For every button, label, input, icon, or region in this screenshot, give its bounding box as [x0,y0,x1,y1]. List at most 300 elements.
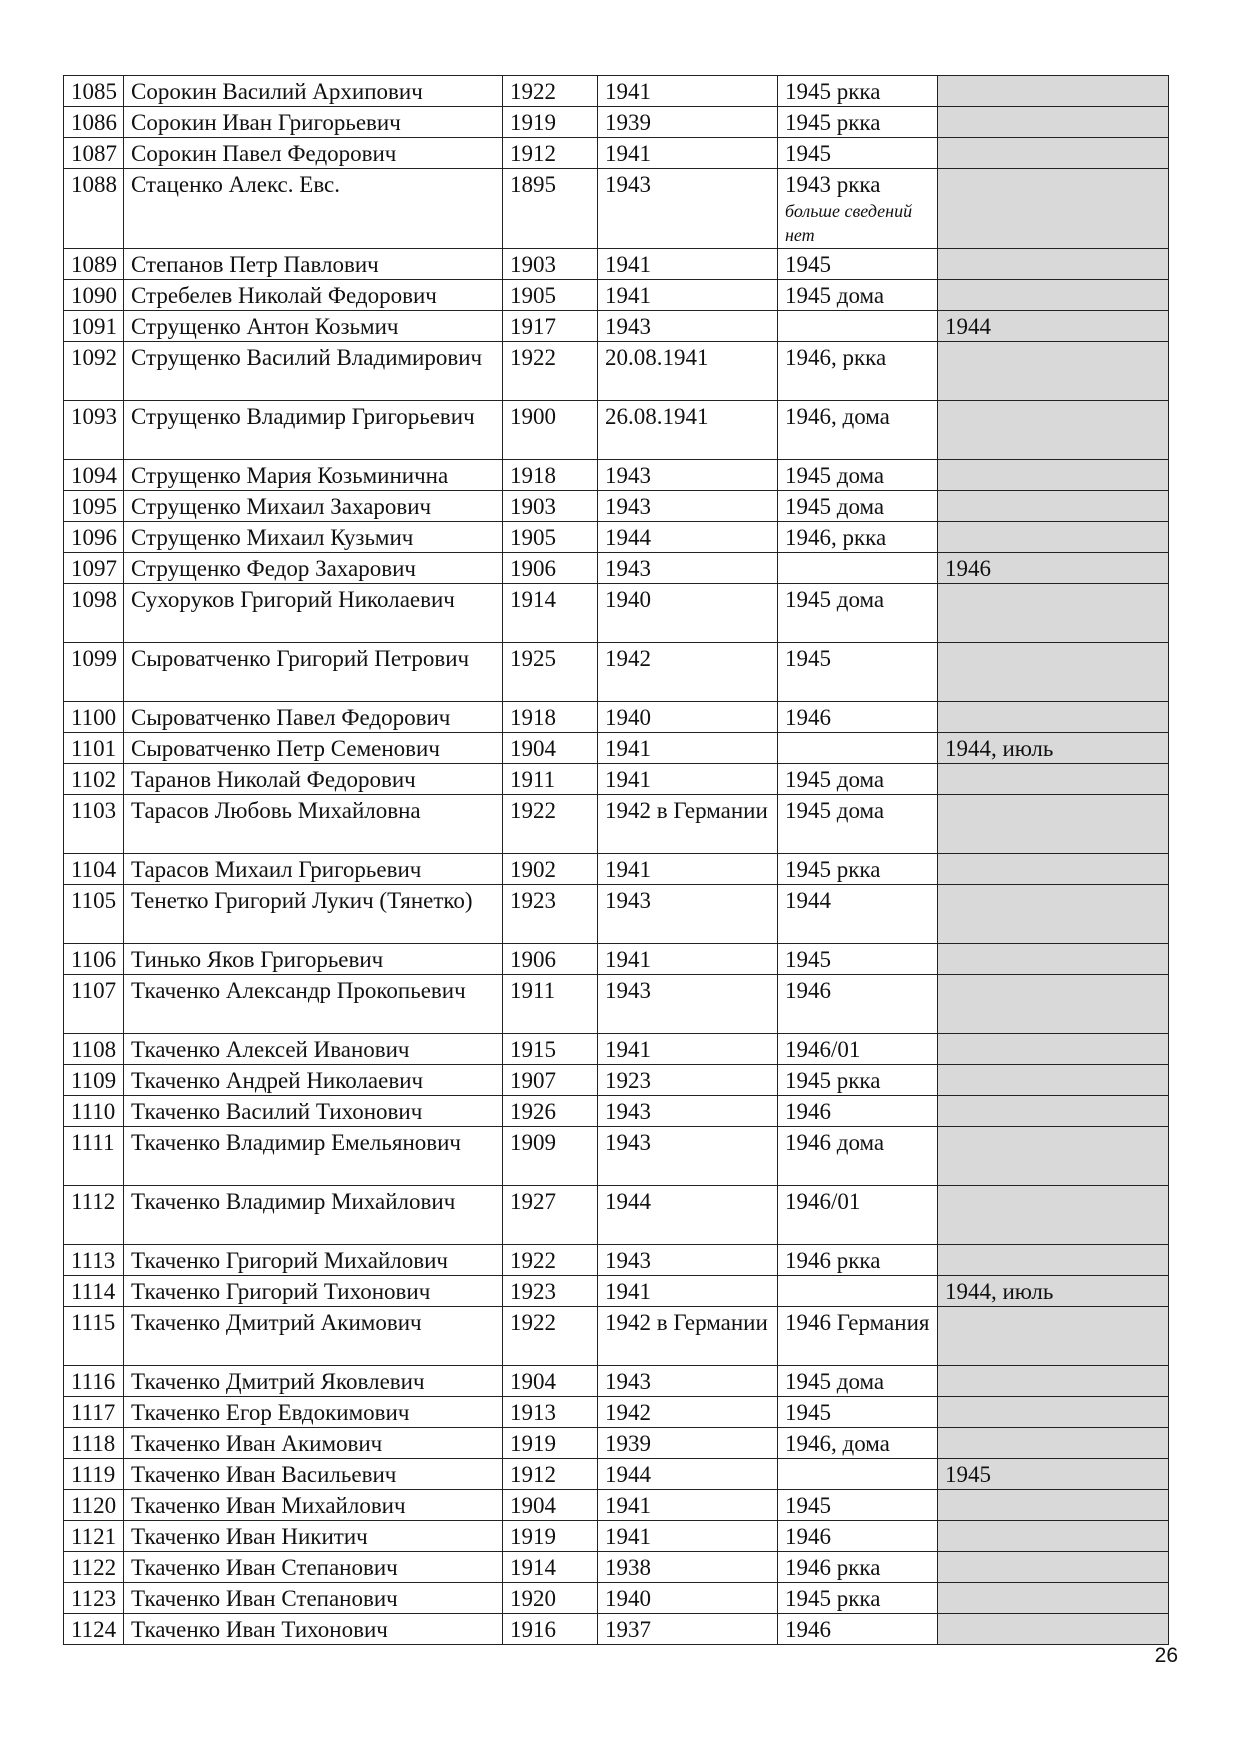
full-name-text: Ткаченко Дмитрий Яковлевич [131,1369,425,1394]
draft-year-cell [598,76,778,107]
return-cell [778,1552,938,1583]
birth-year-cell [503,643,598,702]
death-date-cell [938,1366,1169,1397]
full-name-cell [124,1552,503,1583]
draft-year-text: 1938 [605,1555,651,1580]
draft-year-cell [598,460,778,491]
birth-year-cell [503,522,598,553]
record-number-cell [64,1583,124,1614]
death-date-cell [938,522,1169,553]
record-number-cell [64,733,124,764]
full-name-cell [124,764,503,795]
record-number-text: 1110 [71,1099,116,1124]
death-date-cell [938,643,1169,702]
record-number-text: 1096 [71,525,117,550]
birth-year-text: 1902 [510,857,556,882]
draft-year-text: 1943 [605,978,651,1003]
full-name-cell [124,1614,503,1645]
return-cell [778,553,938,584]
record-number-cell [64,1034,124,1065]
birth-year-cell [503,975,598,1034]
record-number-text: 1093 [71,404,117,429]
birth-year-text: 1919 [510,1524,556,1549]
full-name-text: Стаценко Алекс. Евс. [131,172,340,197]
birth-year-text: 1925 [510,646,556,671]
record-number-cell [64,1245,124,1276]
full-name-cell [124,1034,503,1065]
return-text: 1946/01 [785,1037,861,1062]
return-cell [778,1276,938,1307]
return-cell [778,1521,938,1552]
table-row [64,643,1169,702]
draft-year-text: 1944 [605,525,651,550]
birth-year-cell [503,1276,598,1307]
record-number-text: 1107 [71,978,117,1003]
death-date-cell [938,975,1169,1034]
full-name-text: Сыроватченко Григорий Петрович [131,646,470,671]
draft-year-cell [598,795,778,854]
death-date-cell [938,1490,1169,1521]
return-cell [778,733,938,764]
record-number-cell [64,1552,124,1583]
birth-year-text: 1922 [510,79,556,104]
record-number-cell [64,1366,124,1397]
birth-year-text: 1922 [510,798,556,823]
table-row [64,280,1169,311]
full-name-text: Струщенко Федор Захарович [131,556,416,581]
return-cell [778,401,938,460]
draft-year-text: 1943 [605,1248,651,1273]
return-text: 1946 [785,978,831,1003]
draft-year-cell [598,280,778,311]
draft-year-cell [598,975,778,1034]
full-name-text: Ткаченко Григорий Михайлович [131,1248,449,1273]
table-row [64,1521,1169,1552]
draft-year-text: 1941 [605,1279,651,1304]
death-date-cell [938,1428,1169,1459]
draft-year-cell [598,1307,778,1366]
full-name-cell [124,76,503,107]
record-number-cell [64,1428,124,1459]
draft-year-text: 1943 [605,172,651,197]
birth-year-cell [503,733,598,764]
birth-year-cell [503,795,598,854]
draft-year-cell [598,491,778,522]
birth-year-text: 1927 [510,1189,556,1214]
return-cell [778,1096,938,1127]
table-row [64,311,1169,342]
return-text: 1945 [785,646,831,671]
birth-year-text: 1905 [510,283,556,308]
full-name-text: Тарасов Михаил Григорьевич [131,857,422,882]
full-name-text: Ткаченко Иван Тихонович [131,1617,388,1642]
birth-year-text: 1917 [510,314,556,339]
draft-year-text: 1941 [605,79,651,104]
table-row [64,491,1169,522]
return-cell [778,342,938,401]
draft-year-text: 1942 в Германии [605,1310,768,1335]
record-number-text: 1112 [71,1189,116,1214]
draft-year-cell [598,1459,778,1490]
table-row [64,1276,1169,1307]
record-number-text: 1111 [71,1130,115,1155]
full-name-cell [124,107,503,138]
record-number-cell [64,702,124,733]
return-text: 1945 дома [785,798,885,823]
birth-year-text: 1904 [510,1493,556,1518]
birth-year-text: 1922 [510,345,556,370]
death-date-cell [938,280,1169,311]
draft-year-cell [598,1428,778,1459]
birth-year-text: 1907 [510,1068,556,1093]
table-row [64,1459,1169,1490]
draft-year-text: 1940 [605,587,651,612]
record-number-text: 1101 [71,736,117,761]
record-number-text: 1113 [71,1248,116,1273]
full-name-cell [124,169,503,249]
draft-year-text: 1942 [605,1400,651,1425]
record-number-cell [64,643,124,702]
death-date-cell [938,944,1169,975]
record-number-text: 1124 [71,1617,117,1642]
birth-year-cell [503,1583,598,1614]
death-date-cell [938,553,1169,584]
death-date-cell [938,1245,1169,1276]
record-number-cell [64,885,124,944]
full-name-text: Струщенко Михаил Кузьмич [131,525,414,550]
return-text: 1946 ркка [785,1555,881,1580]
return-cell [778,1428,938,1459]
table-row [64,138,1169,169]
full-name-cell [124,1186,503,1245]
draft-year-text: 1942 в Германии [605,798,768,823]
death-date-cell [938,311,1169,342]
draft-year-cell [598,169,778,249]
death-date-cell [938,1614,1169,1645]
record-number-text: 1091 [71,314,117,339]
record-number-cell [64,138,124,169]
draft-year-cell [598,944,778,975]
full-name-text: Струщенко Владимир Григорьевич [131,404,475,429]
birth-year-text: 1923 [510,888,556,913]
draft-year-text: 1944 [605,1189,651,1214]
record-number-text: 1106 [71,947,117,972]
death-date-cell [938,76,1169,107]
record-number-cell [64,169,124,249]
full-name-text: Таранов Николай Федорович [131,767,416,792]
birth-year-cell [503,311,598,342]
table-row [64,553,1169,584]
veterans-table [63,75,1169,1645]
table-row [64,522,1169,553]
return-cell [778,854,938,885]
record-number-text: 1102 [71,767,117,792]
full-name-text: Сыроватченко Павел Федорович [131,705,451,730]
table-row [64,401,1169,460]
record-number-text: 1108 [71,1037,117,1062]
return-text: 1946 [785,1099,831,1124]
full-name-cell [124,584,503,643]
full-name-text: Ткаченко Владимир Михайлович [131,1189,456,1214]
return-text: 1945 [785,141,831,166]
draft-year-cell [598,854,778,885]
draft-year-text: 1943 [605,1099,651,1124]
record-number-text: 1105 [71,888,117,913]
birth-year-text: 1918 [510,705,556,730]
birth-year-cell [503,76,598,107]
table-row [64,975,1169,1034]
return-text: 1946, дома [785,404,890,429]
full-name-text: Ткаченко Иван Михайлович [131,1493,406,1518]
record-number-text: 1121 [71,1524,117,1549]
return-text: 1945 ркка [785,1068,881,1093]
birth-year-text: 1904 [510,736,556,761]
record-number-cell [64,1614,124,1645]
return-text: 1946/01 [785,1189,861,1214]
record-number-cell [64,1307,124,1366]
return-text: 1945 дома [785,587,885,612]
return-text: 1945 дома [785,283,885,308]
draft-year-text: 1941 [605,767,651,792]
return-text: 1946 Германия [785,1310,930,1335]
draft-year-cell [598,1276,778,1307]
table-row [64,342,1169,401]
table-row [64,854,1169,885]
return-cell [778,584,938,643]
draft-year-cell [598,1366,778,1397]
full-name-text: Струщенко Василий Владимирович [131,345,483,370]
death-date-cell [938,1065,1169,1096]
birth-year-cell [503,342,598,401]
full-name-cell [124,1366,503,1397]
return-cell [778,1614,938,1645]
full-name-cell [124,1307,503,1366]
full-name-text: Ткаченко Дмитрий Акимович [131,1310,422,1335]
return-cell [778,1127,938,1186]
full-name-text: Ткаченко Григорий Тихонович [131,1279,431,1304]
return-text: 1945 ркка [785,79,881,104]
full-name-cell [124,491,503,522]
birth-year-cell [503,1521,598,1552]
draft-year-cell [598,1065,778,1096]
record-number-text: 1115 [71,1310,116,1335]
return-text: 1945 [785,947,831,972]
draft-year-text: 1943 [605,1369,651,1394]
full-name-cell [124,401,503,460]
full-name-cell [124,795,503,854]
record-number-text: 1097 [71,556,117,581]
table-row [64,1490,1169,1521]
birth-year-text: 1914 [510,587,556,612]
table-row [64,1428,1169,1459]
death-date-cell [938,249,1169,280]
record-number-cell [64,975,124,1034]
record-number-cell [64,1096,124,1127]
birth-year-text: 1920 [510,1586,556,1611]
birth-year-text: 1912 [510,141,556,166]
return-text: 1945 дома [785,463,885,488]
return-text: 1946 ркка [785,1248,881,1273]
death-date-cell [938,138,1169,169]
draft-year-cell [598,1490,778,1521]
birth-year-text: 1913 [510,1400,556,1425]
death-date-cell [938,1459,1169,1490]
death-date-cell [938,854,1169,885]
full-name-cell [124,522,503,553]
draft-year-text: 1941 [605,857,651,882]
return-cell [778,1366,938,1397]
birth-year-text: 1918 [510,463,556,488]
full-name-text: Сорокин Иван Григорьевич [131,110,401,135]
birth-year-cell [503,107,598,138]
death-date-cell [938,764,1169,795]
draft-year-cell [598,1397,778,1428]
draft-year-cell [598,553,778,584]
birth-year-text: 1906 [510,947,556,972]
return-cell [778,975,938,1034]
full-name-cell [124,1065,503,1096]
death-date-cell [938,1276,1169,1307]
birth-year-text: 1915 [510,1037,556,1062]
return-text: 1946 [785,1524,831,1549]
birth-year-cell [503,1428,598,1459]
full-name-text: Сорокин Василий Архипович [131,79,423,104]
full-name-cell [124,885,503,944]
return-cell [778,1065,938,1096]
death-date-cell [938,1127,1169,1186]
full-name-cell [124,342,503,401]
return-note-text: больше сведений нет [785,201,913,245]
full-name-cell [124,1583,503,1614]
full-name-cell [124,1428,503,1459]
death-date-cell [938,1583,1169,1614]
record-number-text: 1119 [71,1462,116,1487]
return-text: 1945 ркка [785,857,881,882]
birth-year-text: 1905 [510,525,556,550]
draft-year-text: 1940 [605,1586,651,1611]
draft-year-cell [598,1521,778,1552]
return-cell [778,944,938,975]
return-cell [778,491,938,522]
return-cell [778,76,938,107]
full-name-cell [124,1459,503,1490]
full-name-cell [124,553,503,584]
death-date-cell [938,885,1169,944]
draft-year-cell [598,249,778,280]
draft-year-cell [598,1583,778,1614]
record-number-text: 1099 [71,646,117,671]
record-number-text: 1117 [71,1400,116,1425]
record-number-cell [64,795,124,854]
return-text: 1945 [785,1400,831,1425]
full-name-text: Тенетко Григорий Лукич (Тянетко) [131,888,473,913]
draft-year-cell [598,1614,778,1645]
return-text: 1946 [785,705,831,730]
full-name-cell [124,733,503,764]
draft-year-text: 1940 [605,705,651,730]
birth-year-cell [503,1096,598,1127]
table-row [64,944,1169,975]
birth-year-cell [503,1245,598,1276]
death-date-text: 1946 [945,556,991,581]
birth-year-text: 1919 [510,1431,556,1456]
table-row [64,1366,1169,1397]
return-cell [778,1307,938,1366]
table-row [64,1127,1169,1186]
record-number-cell [64,1490,124,1521]
draft-year-text: 1943 [605,494,651,519]
full-name-text: Тинько Яков Григорьевич [131,947,384,972]
full-name-text: Ткаченко Егор Евдокимович [131,1400,410,1425]
return-text: 1945 дома [785,494,885,519]
record-number-cell [64,1397,124,1428]
record-number-cell [64,1459,124,1490]
return-cell [778,795,938,854]
record-number-cell [64,76,124,107]
page-number: 26 [1154,1644,1178,1667]
return-text: 1945 ркка [785,110,881,135]
record-number-text: 1116 [71,1369,116,1394]
birth-year-cell [503,138,598,169]
record-number-text: 1100 [71,705,117,730]
birth-year-cell [503,1127,598,1186]
record-number-cell [64,1127,124,1186]
return-cell [778,1245,938,1276]
record-number-text: 1123 [71,1586,117,1611]
full-name-text: Ткаченко Иван Степанович [131,1586,398,1611]
draft-year-text: 1941 [605,141,651,166]
draft-year-text: 1941 [605,947,651,972]
record-number-text: 1118 [71,1431,116,1456]
full-name-cell [124,1245,503,1276]
death-date-cell [938,1034,1169,1065]
draft-year-cell [598,311,778,342]
record-number-cell [64,553,124,584]
death-date-cell [938,1552,1169,1583]
birth-year-cell [503,1614,598,1645]
table-row [64,1245,1169,1276]
record-number-text: 1094 [71,463,117,488]
draft-year-text: 1944 [605,1462,651,1487]
draft-year-cell [598,733,778,764]
draft-year-text: 1943 [605,556,651,581]
table-row [64,107,1169,138]
full-name-text: Ткаченко Иван Васильевич [131,1462,397,1487]
full-name-text: Ткаченко Владимир Емельянович [131,1130,461,1155]
birth-year-text: 1895 [510,172,556,197]
birth-year-cell [503,1552,598,1583]
return-text: 1945 дома [785,1369,885,1394]
draft-year-cell [598,885,778,944]
draft-year-text: 1943 [605,314,651,339]
return-cell [778,1034,938,1065]
birth-year-cell [503,1397,598,1428]
draft-year-text: 1941 [605,1493,651,1518]
return-cell [778,702,938,733]
birth-year-cell [503,553,598,584]
draft-year-cell [598,1096,778,1127]
table-row [64,584,1169,643]
table-row [64,1583,1169,1614]
birth-year-cell [503,854,598,885]
draft-year-text: 26.08.1941 [605,404,709,429]
full-name-cell [124,1490,503,1521]
draft-year-text: 1943 [605,463,651,488]
draft-year-text: 1941 [605,736,651,761]
birth-year-text: 1922 [510,1310,556,1335]
draft-year-text: 1941 [605,283,651,308]
full-name-text: Струщенко Мария Козьминична [131,463,449,488]
